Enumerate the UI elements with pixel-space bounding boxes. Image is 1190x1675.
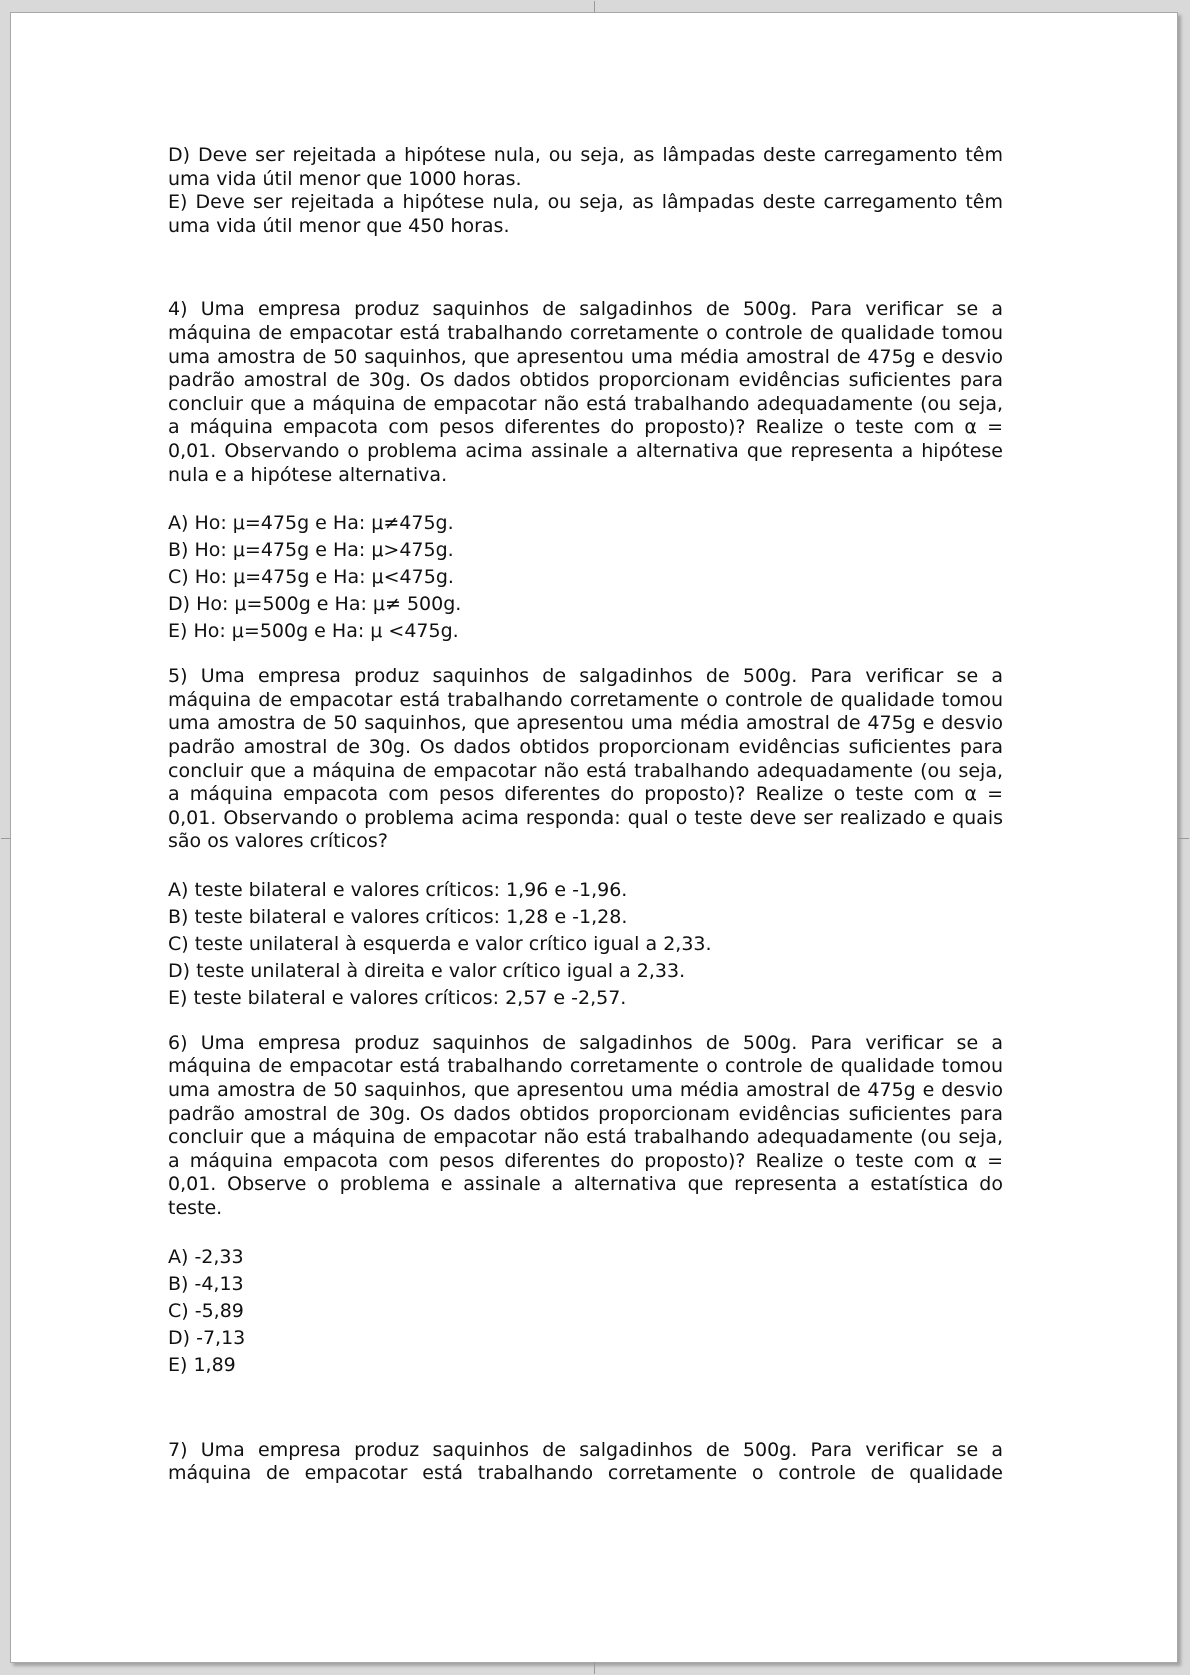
question-4-options	[168, 510, 1003, 645]
crop-mark-left	[1, 838, 11, 839]
question-4-option-d: D) Ho: μ=500g e Ha: μ≠ 500g.	[168, 593, 462, 616]
previous-option-d: D) Deve ser rejeitada a hipótese nula, ou seja, as lâmpadas deste carregamento têm uma vida útil menor que 1000 horas.	[168, 144, 1003, 190]
question-5-option-d: D) teste unilateral à direita e valor crítico igual a 2,33.	[168, 959, 686, 982]
question-7	[168, 1439, 1003, 1486]
crop-mark-right	[1177, 838, 1189, 839]
page-content	[168, 144, 1003, 1486]
question-4-option-b: B) Ho: μ=475g e Ha: μ>475g.	[168, 539, 454, 562]
question-4-option-e: E) Ho: μ=500g e Ha: μ <475g.	[168, 620, 459, 643]
question-6-option-c: C) -5,89	[168, 1299, 244, 1322]
question-5-stem: 5) Uma empresa produz saquinhos de salgadinhos de 500g. Para verificar se a máquina de empacotar está trabalhando corretamente o controle de qualidade tomou uma amostra de 50 saquinhos, que apresentou uma média amostral de 475g e desvio padrão amostral de 30g. Os dados obtidos proporcionam evidências suficientes para concluir que a máquina de empacotar não está trabalhando adequadamente (ou seja, a máquina empacota com pesos diferentes do proposto)? Realize o teste com α = 0,01. Observando o problema acima responda: qual o teste deve ser realizado e quais são os valores críticos?	[168, 665, 1003, 853]
question-4-stem: 4) Uma empresa produz saquinhos de salgadinhos de 500g. Para verificar se a máquina de empacotar está trabalhando corretamente o controle de qualidade tomou uma amostra de 50 saquinhos, que apresentou uma média amostral de 475g e desvio padrão amostral de 30g. Os dados obtidos proporcionam evidências suficientes para concluir que a máquina de empacotar não está trabalhando adequadamente (ou seja, a máquina empacota com pesos diferentes do proposto)? Realize o teste com α = 0,01. Observando o problema acima assinale a alternativa que representa a hipótese nula e a hipótese alternativa.	[168, 298, 1003, 486]
crop-mark-top	[594, 1, 595, 13]
question-6-options	[168, 1244, 1003, 1379]
question-5-option-e: E) teste bilateral e valores críticos: 2,57 e -2,57.	[168, 986, 627, 1009]
question-6	[168, 1032, 1003, 1379]
question-5-options	[168, 877, 1003, 1012]
question-5-option-b: B) teste bilateral e valores críticos: 1,28 e -1,28.	[168, 905, 628, 928]
question-5	[168, 665, 1003, 1012]
question-6-option-b: B) -4,13	[168, 1272, 244, 1295]
question-6-stem: 6) Uma empresa produz saquinhos de salgadinhos de 500g. Para verificar se a máquina de empacotar está trabalhando corretamente o controle de qualidade tomou uma amostra de 50 saquinhos, que apresentou uma média amostral de 475g e desvio padrão amostral de 30g. Os dados obtidos proporcionam evidências suficientes para concluir que a máquina de empacotar não está trabalhando adequadamente (ou seja, a máquina empacota com pesos diferentes do proposto)? Realize o teste com α = 0,01. Observe o problema e assinale a alternativa que representa a estatística do teste.	[168, 1031, 1003, 1220]
previous-option-e: E) Deve ser rejeitada a hipótese nula, ou seja, as lâmpadas deste carregamento têm uma vida útil menor que 450 horas.	[168, 191, 1003, 237]
question-4-option-a: A) Ho: μ=475g e Ha: μ≠475g.	[168, 512, 454, 535]
crop-mark-bottom	[594, 1662, 595, 1674]
question-5-option-c: C) teste unilateral à esquerda e valor crítico igual a 2,33.	[168, 932, 712, 955]
question-4	[168, 298, 1003, 645]
question-5-option-a: A) teste bilateral e valores críticos: 1,96 e -1,96.	[168, 878, 628, 901]
question-6-option-a: A) -2,33	[168, 1245, 244, 1268]
question-6-option-e: E) 1,89	[168, 1353, 236, 1376]
question-4-option-c: C) Ho: μ=475g e Ha: μ<475g.	[168, 566, 454, 589]
question-7-stem: 7) Uma empresa produz saquinhos de salgadinhos de 500g. Para verificar se a máquina de empacotar está trabalhando corretamente o controle de qualidade	[168, 1438, 1003, 1485]
question-6-option-d: D) -7,13	[168, 1326, 246, 1349]
